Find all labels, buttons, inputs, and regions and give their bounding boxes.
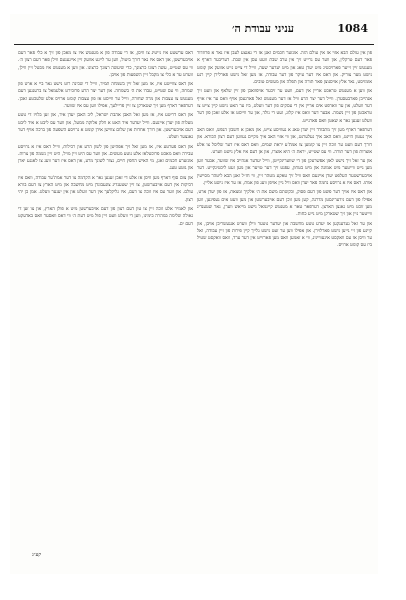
paragraph: דערפאר דארף מען זיך מתבודד זיין יעדן טאג א געוויסע צייט, און מאכן א חשבון הנפש, וואס האב איך געטון היינט, וואס האב איך געלערנט, און ווי אזוי האב איך מקיים געווען דעם רצון הבורא. און דורך דעם וועט ער זוכה זיין צו קומען צו אמת'ע יראת שמים, וואס דאס איז דער שליסל צו אלע אוצרות פון דער תורה. ווי עס שטייט, יראת ה׳ היא אוצרו, און אן דעם איז אלץ נישט ווערט. [197,127,372,155]
paragraph: און לאמיר אלע זוכה זיין צו טון דעם רצון פון דעם אויבערשטן מיט א פולן הארץ, און צו זען די גאולה שלימה במהרה בימינו, ווען די וועלט וועט זיין פול מיט דעת ה׳ ווי דאס וואסער וואס באדעקט דעם ים. [18,206,193,227]
text-column-left [18,50,193,544]
paragraph: און דאס דריטע איז, אז מען זאל האבן אהבת ישראל, ליב האבן יעדן איד, און זען בלויז די גוטע מעלות פון יעדן איינעם. ווייל יעדער איד האט א חלק אלוקה ממעל, און ווער עס ליבט א איד ליבט דעם אויבערשטן. און דורך אחדות און שלום צווישן אידן קומט א גרויסע השפעה פון ברכה אויף דער גאנצער וועלט. [18,113,193,141]
paragraph: און ווען א מענטש טראכט אריין אין דעם, וועט ער זיכער אויפוואכן פון זיין שלאף און וועט זיך אנהייבן פארבעסערן. ווייל דער יצר הרע וויל אז דער מענטש זאל פארגעסן אויף וואס ער איז אויף דער וועלט, און ער ווארפט אים אריין אין די עסקים פון דער וועלט, ביז ער האט נישט קיין צייט צו טראכטן פון זיין נשמה. אבער דער וואס איז קלוג, זעט די נולד, און ער ווייסט אז אלע זאכן פון דער וועלט זענען נאר א שאטן וואס פארגייט. [197,89,372,124]
paragraph: דאס ערשטע איז נייטיג צו וויסן, אז די עבודה פון א מענטש איז צו מאכן פון זיך א כלי פאר דעם אויבערשטן, און דאס איז נאר דורך ביטול, ווען ער לייגט אוועק זיין אייגענעם ווילן פאר דעם רצון ה׳. ווי עס שטייט, עשה רצונו כרצונך, כדי שיעשה רצונך כרצונו. און ווען א מענטש איז מבטל זיין ווילן, ווערט ער א כלי צו מקבל זיין השפעות פון אויבן. [18,51,193,78]
paragraph: און צום סוף דארף מען וויסן אז אלע די זאכן זענען נאר א הקדמה צו דער אמת'ער עבודה, וואס איז דביקות אין דעם אויבערשטן, צו זיין שטענדיג צוגעבונדן מיט מחשבה און מיט הארץ צו דעם בורא עולם. און ווער עס איז זוכה צו דעם, איז גליקלעך אין דער וועלט און אין יענער וועלט. אמן כן יהי רצון. [18,175,193,203]
paragraph: און דאס איז אויך דער פשט פון דעם פסוק, ובקשתם משם את ה׳ אלקיך ומצאת, אז פון יעדן ארט, אפילו פון דעם נידעריגסטן מדרגה, קען מען זוכן דעם אויבערשטן און מען וועט אים געפינען, ווען מען זוכט מיט גאנצן הארצן. דערפאר טאר א מענטש קיינמאל נישט מייאש ווערן, נאר שטענדיג ווייטער גיין און זיך שטארקן מיט נייע כחות. [197,190,372,218]
book-page [10,14,378,574]
paragraph: פון אין עולם הבא אזוי אז אין עולם הזה. אונזער חכמים זאגן אז די גאנצע לעבן איז נאר א פרוזדור פאר דעם טרקלין, און ווער עס גרייט זיך אין ערב שבת וועט עסן אין שבת. דעריבער דארף א מענטש זיין זייער פארזיכטיג מיט יעדן טאג און מיט יעדער שעה, ווייל די צייט גייט אוועק און קומט נישט מער צוריק. און דאס איז דער עיקר פון דער עבודה, אז מען זאל נישט פארלירן קיין רגע אומזיסט, נאר אלץ אויסנוצן פאר תורה און תפלה און מעשים טובים. [197,51,372,86]
paragraph: און דאס צווייטע איז, אז מען זאל זיין בשמחה תמיד, ווייל די שכינה רוט נישט נאר ביי א ארט פון שמחה, ווי עס שטייט, עבדו את ה׳ בשמחה. און דער יצר הרע פרובירט אלעמאל צו ברענגען דעם מענטש צו עצבות און מרה שחורה, ווייל ער ווייסט אז פון עצבות קומט ארויס אלע שלעכטע זאכן. דערפאר דארף מען זיך שטארקן צו זיין פריילעך, אפילו ווען עס איז שווער. [18,82,193,110]
page-number: 1084 [337,22,368,35]
paragraph: און דאס פערטע איז, אז מען זאל זיך אפהיטן פון לשון הרע און רכילות, ווייל דאס איז א גרויסע עבירה וואס מאכט פרוכטלאז אלע גוטע מעשים. און ווער עס היט זיין מויל, היט זיין נשמה פון צרות. אונזערע חכמים זאגן, מי האיש החפץ חיים, נצור לשונך מרע, און דאס איז דער וועג צו לאנגע יארן און גוטע טעג. [18,144,193,172]
text-column-right [197,50,372,544]
page-header [14,20,374,40]
signature-mark: קע״ג [32,552,42,558]
paragraph: און ער זאל זיך נישט לאזן אפשרעקן פון די שוועריגקייטן, ווייל יעדער אנהייב איז שווער, אבער ווען מען גייט ווייטער מיט אמונה און מיט בטחון, עפנט זיך דער טויער און מען זעט ליכטיגקייט. דער אויבערשטער העלפט יעדן איינעם וואס וויל זיך טאקע מטהר זיין, ווי חז״ל זאגן הבא ליטהר מסייעין אותו. דאס איז א גרויסע נחמה פאר יעדן וואס וויל גיין אויפן וועג פון אמת, אז ער איז נישט אליין. [197,159,372,187]
running-title: עניני עבודת ה׳ [231,22,294,35]
paragraph: און ער זאל געדענקען אז יעדע גוטע מחשבה און יעדער גוטער ווילן ווערט אנגעשריבן אויבן, און קיינע פון זיי גייען נישט פארלוירן. און אפילו ווען ער זעט נישט גלייך קיין פירות פון זיין עבודה, זאל ער וויסן אז עס וואקסט אינעווייניג, ווי א זאמען וואס מען פארזייט אין דער ערד, וואס וואקסט שטיל ביז עס קומט ארויס. [197,221,372,249]
header-rule [14,44,374,45]
